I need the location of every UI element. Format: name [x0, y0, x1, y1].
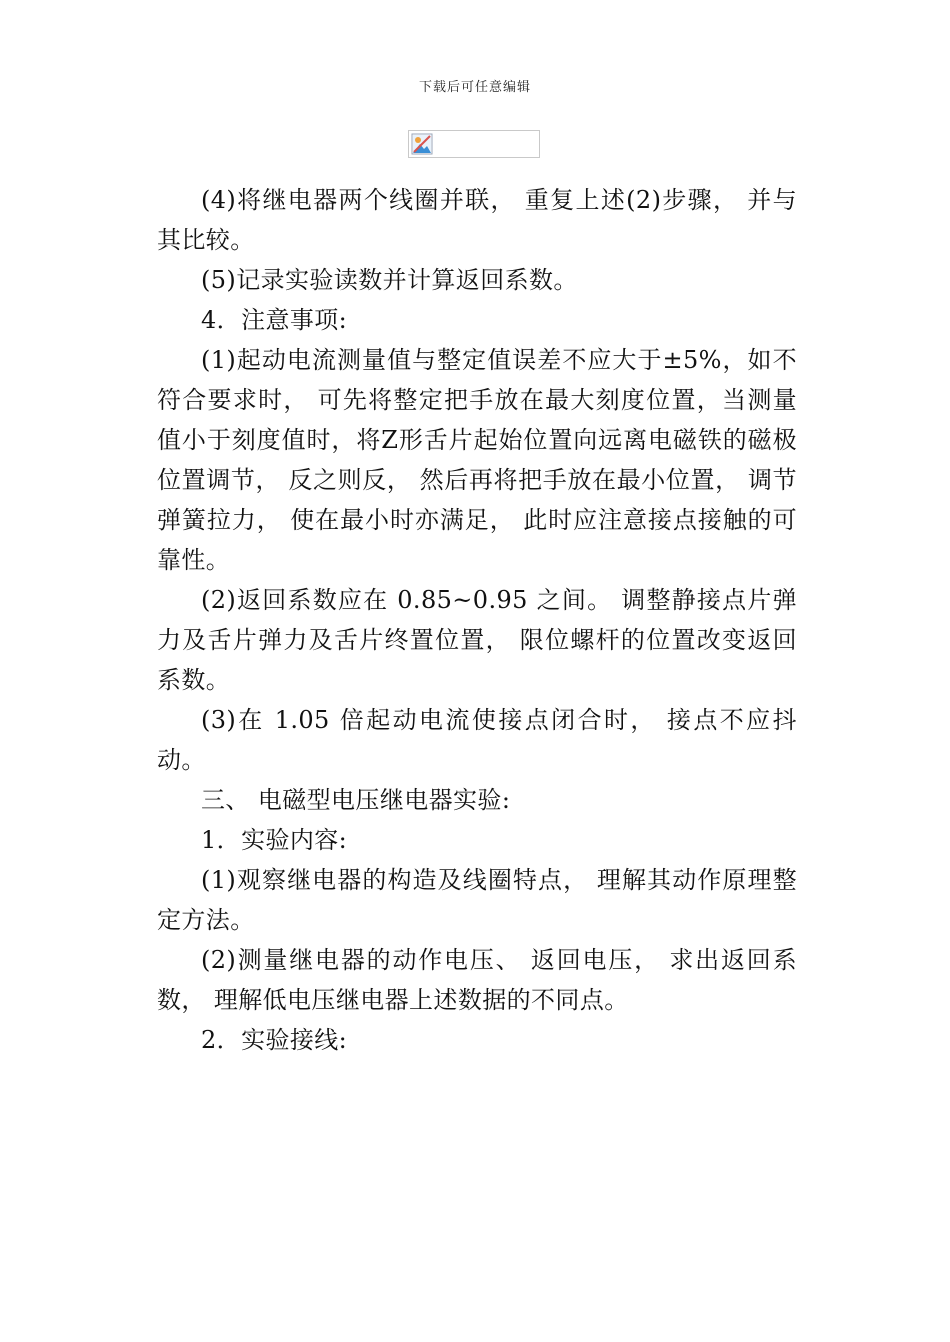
subsection-heading-content: 1．实验内容: — [201, 826, 348, 854]
section-heading-voltage-relay: 三、 电磁型电压继电器实验: — [201, 786, 511, 814]
image-placeholder — [408, 130, 540, 158]
section-heading-notes: 4．注意事项: — [201, 306, 348, 334]
paragraph-step-5: (5)记录实验读数并计算返回系数。 — [201, 266, 578, 294]
paragraph-note-2: (2)返回系数应在 0.85~0.95 之间。 调整静接点片弹力及舌片弹力及舌片终置位置， 限位螺杆的位置改变返回系数。 — [157, 586, 797, 694]
subsection-heading-wiring: 2．实验接线: — [201, 1026, 348, 1054]
document-body — [157, 180, 797, 1060]
paragraph-content-1: (1)观察继电器的构造及线圈特点， 理解其动作原理整定方法。 — [157, 866, 797, 934]
paragraph-step-4: (4)将继电器两个线圈并联， 重复上述(2)步骤， 并与其比较。 — [157, 186, 797, 254]
paragraph-note-3: (3)在 1.05 倍起动电流使接点闭合时， 接点不应抖动。 — [157, 706, 797, 774]
paragraph-note-1: (1)起动电流测量值与整定值误差不应大于±5%，如不符合要求时， 可先将整定把手放在最大刻度位置，当测量值小于刻度值时，将Z形舌片起始位置向远离电磁铁的磁极位置调节， 反之则反， 然后再将把手放在最小位置， 调节弹簧拉力， 使在最小时亦满足， 此时应注意接点接触的可靠性。 — [157, 346, 797, 574]
broken-image-icon — [411, 133, 433, 155]
header-note: 下载后可任意编辑 — [418, 80, 531, 95]
paragraph-content-2: (2)测量继电器的动作电压、 返回电压， 求出返回系数， 理解低电压继电器上述数据的不同点。 — [157, 946, 797, 1014]
